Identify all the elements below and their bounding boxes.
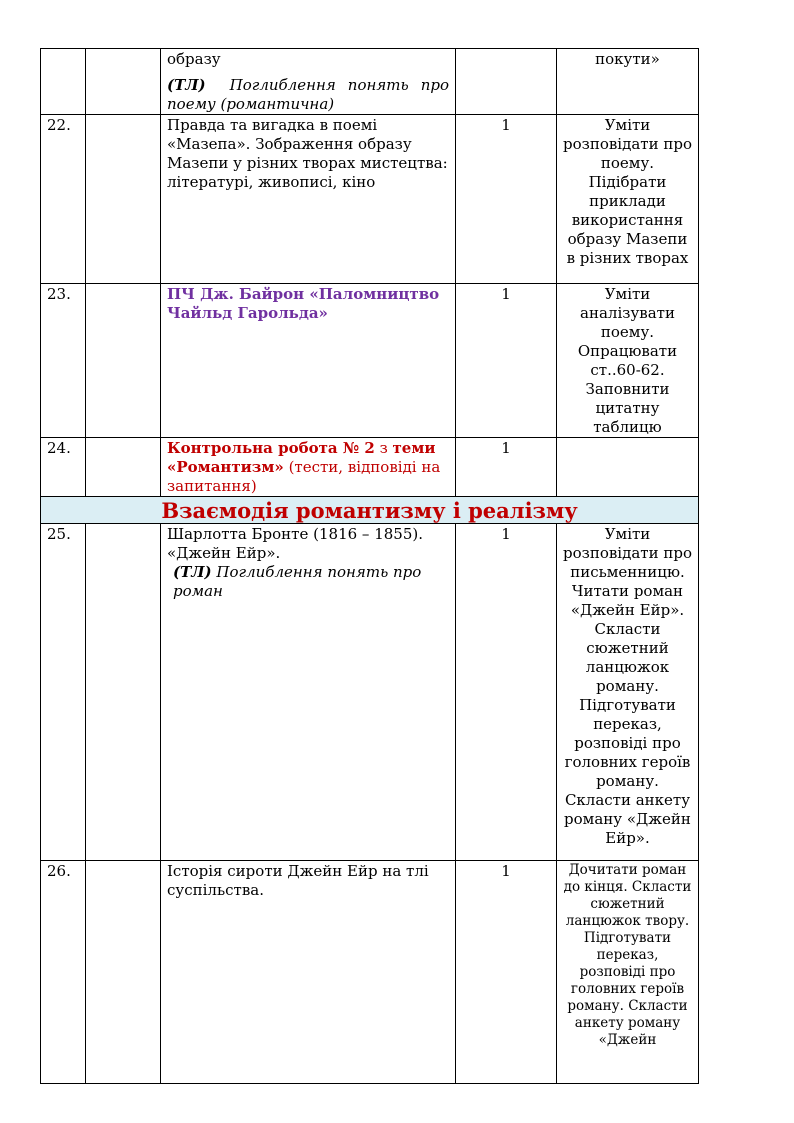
table-row: [41, 115, 699, 284]
tl-note-line1: (ТЛ) Поглиблення понять про: [167, 76, 449, 94]
hours-cell: 1: [456, 861, 557, 1084]
table-row: [41, 284, 699, 438]
homework-cell: покути»: [557, 49, 699, 115]
test-title: Контрольна робота № 2: [167, 439, 375, 457]
hours-cell: 1: [456, 284, 557, 438]
homework-cell: [557, 438, 699, 497]
table-row: [41, 438, 699, 497]
date-cell: [86, 438, 161, 497]
date-cell: [86, 49, 161, 115]
hours-cell: 1: [456, 115, 557, 284]
lesson-plan-table: [40, 48, 699, 1084]
date-cell: [86, 115, 161, 284]
tl-note: (ТЛ) Поглиблення понять про роман: [173, 563, 422, 600]
table-row: [41, 49, 699, 115]
tl-label: (ТЛ): [173, 563, 212, 581]
topic-text: образу: [167, 50, 221, 68]
lesson-number: 25.: [41, 524, 86, 861]
topic-cell: [161, 49, 456, 115]
homework-cell: Уміти розповідати про поему. Підібрати приклади використання образу Мазепи в різних творах: [557, 115, 699, 284]
topic-cell: [161, 524, 456, 861]
tl-label: (ТЛ): [167, 76, 206, 94]
test-topic: теми «Романтизм»: [167, 439, 436, 476]
homework-cell: Уміти аналізувати поему. Опрацювати ст..60-62. Заповнити цитатну таблицю: [557, 284, 699, 438]
section-title: Взаємодія романтизму і реалізму: [41, 497, 699, 524]
tl-note-line2: поему (романтична): [167, 95, 335, 113]
date-cell: [86, 284, 161, 438]
date-cell: [86, 861, 161, 1084]
topic-cell: Правда та вигадка в поемі «Мазепа». Зображення образу Мазепи у різних творах мистецтва: літературі, живописі, кіно: [161, 115, 456, 284]
test-format: (тести, відповіді на запитання): [167, 458, 441, 495]
lesson-number: 22.: [41, 115, 86, 284]
hours-cell: 1: [456, 438, 557, 497]
section-header-row: [41, 497, 699, 524]
topic-text: Шарлотта Бронте (1816 – 1855). «Джейн Ейр».: [167, 525, 423, 562]
topic-cell: Історія сироти Джейн Ейр на тлі суспільства.: [161, 861, 456, 1084]
topic-cell: Контрольна робота № 2 з теми «Романтизм» (тести, відповіді на запитання): [161, 438, 456, 497]
hours-cell: [456, 49, 557, 115]
lesson-number: 26.: [41, 861, 86, 1084]
lesson-number: 23.: [41, 284, 86, 438]
hours-cell: 1: [456, 524, 557, 861]
table-row: [41, 861, 699, 1084]
topic-cell: ПЧ Дж. Байрон «Паломництво Чайльд Гарольда»: [161, 284, 456, 438]
date-cell: [86, 524, 161, 861]
table-row: [41, 524, 699, 861]
lesson-number: [41, 49, 86, 115]
homework-cell: Уміти розповідати про письменницю. Читати роман «Джейн Ейр». Скласти сюжетний ланцюжок роману. Підготувати переказ, розповіді про головних героїв роману. Скласти анкету роману «Джейн Ейр».: [557, 524, 699, 861]
lesson-number: 24.: [41, 438, 86, 497]
homework-cell: Дочитати роман до кінця. Скласти сюжетний ланцюжок твору. Підготувати переказ, розповіді про головних героїв роману. Скласти анкету роману «Джейн: [557, 861, 699, 1084]
